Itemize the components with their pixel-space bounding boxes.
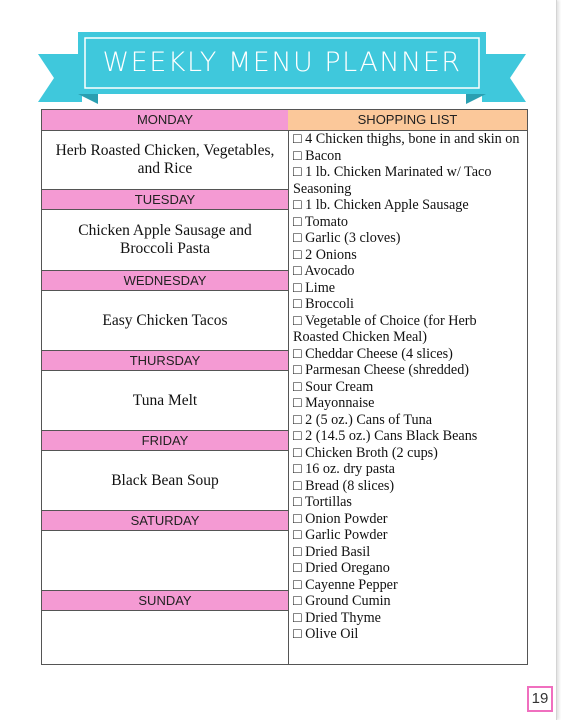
shopping-item-text: Tomato xyxy=(304,213,349,230)
checkbox-icon: □ xyxy=(293,279,302,296)
checkbox-icon: □ xyxy=(293,543,302,560)
shopping-list-item xyxy=(293,346,525,363)
day-header-tuesday: TUESDAY xyxy=(42,189,288,210)
days-column xyxy=(42,110,289,664)
shopping-list-item xyxy=(293,214,525,231)
day-header-monday: MONDAY xyxy=(42,110,288,131)
shopping-list-item xyxy=(293,280,525,297)
shopping-list-item xyxy=(293,593,525,610)
checkbox-icon: □ xyxy=(293,395,302,411)
shopping-item-text: Dried Basil xyxy=(305,543,371,560)
shopping-list-item xyxy=(293,560,525,577)
shopping-item-text: 2 (5 oz.) Cans of Tuna xyxy=(305,411,433,428)
shopping-list-item xyxy=(293,626,525,643)
shopping-list-item xyxy=(293,610,525,627)
shopping-item-text: Dried Oregano xyxy=(305,560,390,576)
meal-monday: Herb Roasted Chicken, Vegetables, and Rice xyxy=(55,142,275,177)
shopping-list-item xyxy=(293,296,525,313)
shopping-item-text: Lime xyxy=(305,279,336,296)
checkbox-icon: □ xyxy=(293,560,302,576)
checkbox-icon: □ xyxy=(293,378,302,395)
shopping-item-text: 4 Chicken thighs, bone in and skin on xyxy=(305,131,520,147)
shopping-list-item xyxy=(293,263,525,280)
shopping-list-item xyxy=(293,197,525,214)
shopping-list xyxy=(293,131,525,643)
shopping-item-text: Cayenne Pepper xyxy=(305,576,398,593)
shopping-item-text: Parmesan Cheese (shredded) xyxy=(305,362,470,378)
shopping-item-text: 2 (14.5 oz.) Cans Black Beans xyxy=(305,428,478,444)
day-header-wednesday: WEDNESDAY xyxy=(42,270,288,291)
shopping-column xyxy=(288,110,527,664)
day-header-sunday: SUNDAY xyxy=(42,590,288,611)
shopping-item-text: 16 oz. dry pasta xyxy=(305,461,395,477)
shopping-item-text: Avocado xyxy=(304,263,355,279)
checkbox-icon: □ xyxy=(293,213,302,230)
page-number: 19 xyxy=(527,686,553,712)
shopping-list-item xyxy=(293,412,525,429)
shopping-item-text: Sour Cream xyxy=(305,378,374,395)
checkbox-icon: □ xyxy=(293,576,302,593)
meal-friday: Black Bean Soup xyxy=(111,471,219,489)
shopping-item-text: 1 lb. Chicken Apple Sausage xyxy=(305,197,469,213)
shopping-item-text: 1 lb. Chicken Marinated w/ Taco Seasoning xyxy=(293,164,492,197)
day-header-friday: FRIDAY xyxy=(42,430,288,451)
shopping-list-item xyxy=(293,544,525,561)
shopping-item-text: Broccoli xyxy=(305,296,354,312)
shopping-list-item xyxy=(293,478,525,495)
checkbox-icon: □ xyxy=(293,164,302,180)
checkbox-icon: □ xyxy=(293,197,302,213)
checkbox-icon: □ xyxy=(293,246,302,263)
checkbox-icon: □ xyxy=(293,477,302,494)
shopping-list-item xyxy=(293,379,525,396)
shopping-list-item xyxy=(293,428,525,445)
checkbox-icon: □ xyxy=(293,461,302,477)
shopping-list-item xyxy=(293,148,525,165)
shopping-item-text: Bacon xyxy=(305,147,342,164)
shopping-list-header: SHOPPING LIST xyxy=(288,110,527,131)
checkbox-icon: □ xyxy=(293,131,302,147)
title-banner xyxy=(38,32,526,104)
shopping-item-text: Olive Oil xyxy=(305,626,359,642)
shopping-list-item xyxy=(293,577,525,594)
checkbox-icon: □ xyxy=(293,147,302,164)
checkbox-icon: □ xyxy=(293,312,302,329)
shopping-item-text: Garlic Powder xyxy=(305,527,388,543)
checkbox-icon: □ xyxy=(293,428,302,444)
checkbox-icon: □ xyxy=(293,411,302,428)
shopping-item-text: Vegetable of Choice (for Herb Roasted Chicken Meal) xyxy=(293,312,477,345)
shopping-item-text: Tortillas xyxy=(304,494,352,510)
shopping-list-item xyxy=(293,362,525,379)
page-title: WEEKLY MENU PLANNER xyxy=(102,47,462,78)
meal-tuesday: Chicken Apple Sausage and Broccoli Pasta xyxy=(78,222,252,257)
meal-saturday xyxy=(42,531,288,590)
shopping-list-item xyxy=(293,164,525,197)
shopping-list-item xyxy=(293,494,525,511)
checkbox-icon: □ xyxy=(293,263,302,279)
checkbox-icon: □ xyxy=(293,593,302,609)
shopping-item-text: Mayonnaise xyxy=(305,395,375,411)
shopping-list-item xyxy=(293,395,525,412)
shopping-list-item xyxy=(293,461,525,478)
meal-sunday xyxy=(42,611,288,664)
checkbox-icon: □ xyxy=(293,494,302,510)
shopping-list-item xyxy=(293,313,525,346)
checkbox-icon: □ xyxy=(293,444,302,461)
day-header-saturday: SATURDAY xyxy=(42,510,288,531)
checkbox-icon: □ xyxy=(293,345,302,362)
checkbox-icon: □ xyxy=(293,362,302,378)
shopping-item-text: Onion Powder xyxy=(305,510,388,527)
shopping-item-text: Garlic (3 cloves) xyxy=(305,230,401,246)
checkbox-icon: □ xyxy=(293,609,302,626)
meal-thursday: Tuna Melt xyxy=(132,391,198,409)
day-header-thursday: THURSDAY xyxy=(42,350,288,371)
shopping-item-text: 2 Onions xyxy=(305,246,357,263)
shopping-item-text: Bread (8 slices) xyxy=(305,477,395,494)
checkbox-icon: □ xyxy=(293,626,302,642)
shopping-item-text: Ground Cumin xyxy=(305,593,391,609)
shopping-list-item xyxy=(293,230,525,247)
menu-table xyxy=(41,109,528,665)
checkbox-icon: □ xyxy=(293,527,302,543)
shopping-list-item xyxy=(293,131,525,148)
shopping-list-item xyxy=(293,511,525,528)
shopping-list-item xyxy=(293,445,525,462)
checkbox-icon: □ xyxy=(293,510,302,527)
meal-wednesday: Easy Chicken Tacos xyxy=(102,311,228,329)
shopping-item-text: Dried Thyme xyxy=(305,609,381,626)
shopping-item-text: Chicken Broth (2 cups) xyxy=(305,444,438,461)
checkbox-icon: □ xyxy=(293,296,302,312)
checkbox-icon: □ xyxy=(293,230,302,246)
shopping-list-item xyxy=(293,247,525,264)
shopping-list-item xyxy=(293,527,525,544)
shopping-item-text: Cheddar Cheese (4 slices) xyxy=(305,345,453,362)
